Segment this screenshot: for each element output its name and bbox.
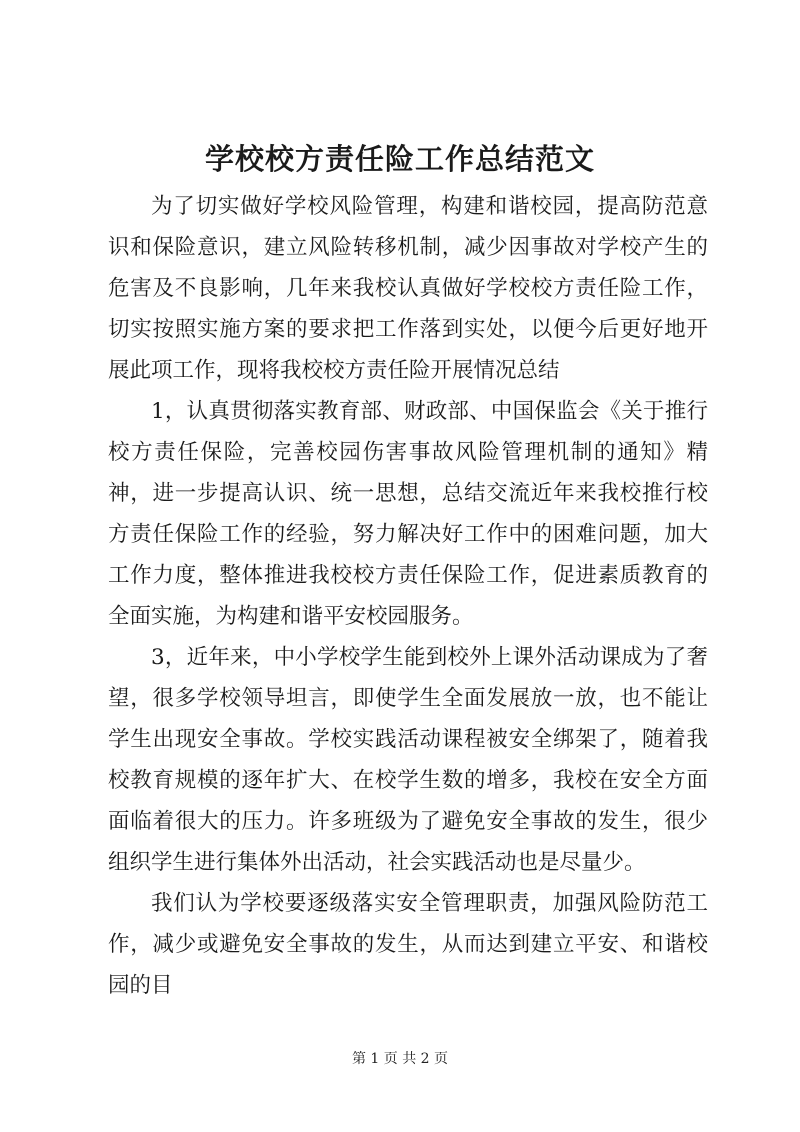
document-title: 学校校方责任险工作总结范文 [204, 142, 595, 176]
paragraph-intro: 为了切实做好学校风险管理，构建和谐校园，提高防范意识和保险意识，建立风险转移机制，减少因事故对学校产生的危害及不良影响，几年来我校认真做好学校校方责任险工作，切实按照实施方案的要求把工作落到实处，以便今后更好地开展此项工作，现将我校校方责任险开展情况总结 [108, 194, 708, 383]
paragraph-conclusion: 我们认为学校要逐级落实安全管理职责，加强风险防范工作，减少或避免安全事故的发生，从而达到建立平安、和谐校园的目 [108, 891, 708, 998]
paragraph-3: 3，近年来，中小学校学生能到校外上课外活动课成为了奢望，很多学校领导坦言，即使学生全面发展放一放，也不能让学生出现安全事故。学校实践活动课程被安全绑架了，随着我校教育规模的逐年扩大、在校学生数的增多，我校在安全方面面临着很大的压力。许多班级为了避免安全事故的发生，很少组织学生进行集体外出活动，社会实践活动也是尽量少。 [108, 645, 708, 875]
paragraph-1: 1，认真贯彻落实教育部、财政部、中国保监会《关于推行校方责任保险，完善校园伤害事故风险管理机制的通知》精神，进一步提高认识、统一思想，总结交流近年来我校推行校方责任保险工作的经验，努力解决好工作中的困难问题，加大工作力度，整体推进我校校方责任保险工作，促进素质教育的全面实施，为构建和谐平安校园服务。 [108, 399, 708, 629]
document-body [108, 186, 708, 1006]
page-footer: 第 1 页 共 2 页 [351, 1051, 449, 1067]
